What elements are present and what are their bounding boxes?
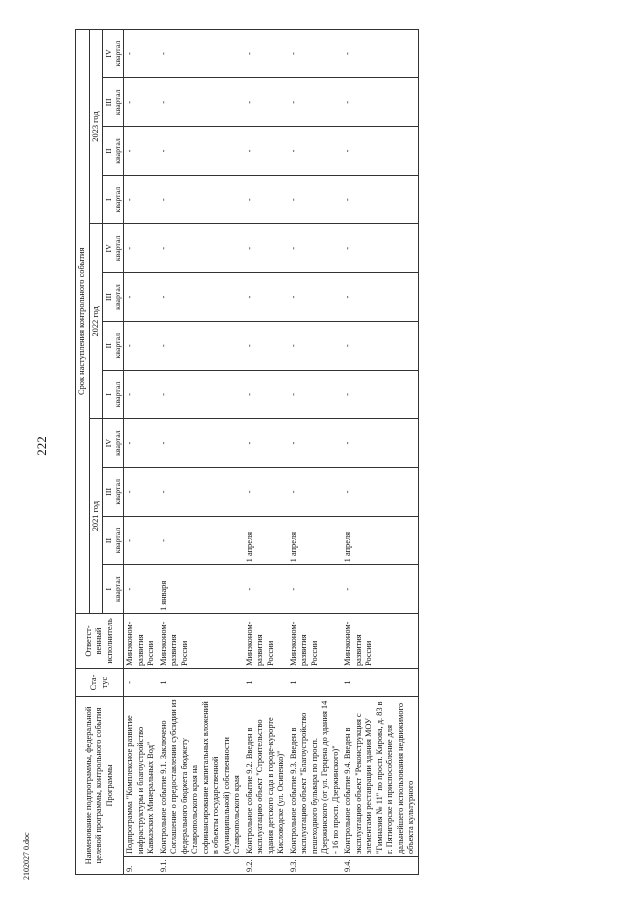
quarter-cell: - — [288, 419, 343, 468]
quarter-cell: - — [342, 565, 418, 614]
quarter-cell: - — [342, 78, 418, 127]
quarter-cell: - — [342, 224, 418, 273]
quarter-number: II — [104, 343, 113, 349]
quarter-cell: 1 апреля — [342, 516, 418, 565]
row-number: 9.4. — [342, 857, 418, 875]
header-name: Наименование подпрограммы, федеральной целевой программы, контрольного события Программы — [76, 697, 124, 875]
quarter-cell: - — [158, 224, 244, 273]
rotated-table-container — [75, 30, 635, 875]
quarter-cell: - — [288, 78, 343, 127]
row-number: 9. — [124, 857, 158, 875]
quarter-cell: - — [244, 370, 288, 419]
quarter-word: квартал — [113, 235, 122, 262]
quarter-number: II — [104, 148, 113, 154]
quarter-cell: - — [288, 224, 343, 273]
quarter-word: квартал — [113, 527, 122, 554]
quarter-number: III — [104, 487, 113, 496]
quarter-cell: - — [288, 321, 343, 370]
row-status: 1 — [158, 669, 244, 697]
quarter-cell: - — [158, 273, 244, 322]
quarter-number: I — [104, 198, 113, 201]
row-name: Контрольное событие 9.2. Введен в эксплуатацию объект "Строительство здания детского сада в городе-курорте Кисловодске (ул. Осипенко)" — [244, 697, 288, 857]
quarter-cell: - — [342, 467, 418, 516]
quarter-cell: - — [124, 127, 158, 176]
quarter-cell: - — [244, 467, 288, 516]
quarter-cell: - — [244, 127, 288, 176]
quarter-cell: - — [158, 321, 244, 370]
quarter-header — [103, 321, 124, 370]
quarter-word: квартал — [113, 284, 122, 310]
quarter-cell: - — [158, 127, 244, 176]
header-year: 2023 год — [89, 29, 103, 224]
quarter-header — [103, 273, 124, 322]
quarter-word: квартал — [113, 186, 122, 213]
quarter-cell: - — [158, 419, 244, 468]
quarter-cell: - — [124, 467, 158, 516]
quarter-cell: - — [158, 175, 244, 224]
quarter-word: квартал — [113, 332, 122, 359]
quarter-cell: 1 января — [158, 565, 244, 614]
quarter-header — [103, 175, 124, 224]
page-number: 222 — [34, 436, 49, 456]
row-name: Контрольное событие 9.4. Введен в эксплуатацию объект "Реконструкция с элементами реставрации здания МОУ "Гимназия № 11" по просп. Кирова, д. 83 в г. Пятигорске и приспособление для дальнейшего использования недвижимого объекта культурного — [342, 697, 418, 857]
quarter-header — [103, 419, 124, 468]
quarter-cell: - — [124, 78, 158, 127]
quarter-cell: - — [124, 175, 158, 224]
quarter-header — [103, 516, 124, 565]
quarter-header — [103, 29, 124, 78]
quarter-word: квартал — [113, 138, 122, 164]
table-row — [124, 29, 158, 874]
quarter-header — [103, 565, 124, 614]
quarter-word: квартал — [113, 430, 122, 456]
quarter-word: квартал — [113, 89, 122, 116]
quarter-header — [103, 78, 124, 127]
row-status: 1 — [244, 669, 288, 697]
row-number: 9.1. — [158, 857, 244, 875]
quarter-cell: - — [158, 516, 244, 565]
quarter-cell: - — [244, 175, 288, 224]
quarter-number: IV — [104, 49, 113, 58]
quarter-cell: - — [124, 273, 158, 322]
quarter-cell: - — [244, 321, 288, 370]
row-responsible: Минэконом-развития России — [158, 614, 244, 669]
quarter-word: квартал — [113, 479, 122, 505]
quarter-cell: - — [124, 419, 158, 468]
row-name: Контрольное событие 9.3. Введен в эксплуатацию объект "Благоустройство пешеходного бульвара по просп. Дзержинского (от ул. Герцена до здания 14 - 16 по просп. Дзержинского)" — [288, 697, 343, 857]
quarter-cell: - — [244, 419, 288, 468]
quarter-word: квартал — [113, 40, 122, 67]
quarter-cell: - — [124, 224, 158, 273]
quarter-header — [103, 127, 124, 176]
header-status: Ста-тус — [76, 669, 124, 697]
quarter-cell: - — [244, 565, 288, 614]
header-year: 2022 год — [89, 224, 103, 419]
row-responsible: Минэконом-развития России — [124, 614, 158, 669]
quarter-number: III — [104, 293, 113, 301]
quarter-cell: - — [158, 78, 244, 127]
quarter-number: II — [104, 537, 113, 544]
table-row — [342, 29, 418, 874]
row-name: Контрольное событие 9.1. Заключено Соглашение о предоставлении субсидии из федерального бюджета бюджету Ставропольского края на софинансирование капитальных вложений в объекты государственной (муниципальной) собственности Ставропольского края — [158, 697, 244, 857]
quarter-cell: - — [342, 29, 418, 78]
row-responsible: Минэконом-развития России — [244, 614, 288, 669]
table-row — [244, 29, 288, 874]
quarter-cell: - — [288, 175, 343, 224]
quarter-cell: - — [244, 78, 288, 127]
quarter-cell: - — [342, 175, 418, 224]
header-responsible: Ответст-венный исполнитель — [76, 614, 124, 669]
row-name: Подпрограмма "Комплексное развитие инфраструктуры и благоустройство Кавказских Минеральных Вод" — [124, 697, 158, 857]
quarter-cell: - — [288, 127, 343, 176]
quarter-number: III — [104, 98, 113, 107]
quarter-cell: - — [158, 29, 244, 78]
quarter-cell: - — [288, 29, 343, 78]
quarter-header — [103, 224, 124, 273]
quarter-word: квартал — [113, 381, 122, 408]
table-row — [288, 29, 343, 874]
quarter-header — [103, 467, 124, 516]
row-status: 1 — [288, 669, 343, 697]
quarter-cell: - — [288, 565, 343, 614]
quarter-cell: - — [342, 273, 418, 322]
quarter-word: квартал — [113, 576, 122, 602]
row-status: 1 — [342, 669, 418, 697]
quarter-number: I — [104, 393, 113, 396]
row-number: 9.2. — [244, 857, 288, 875]
quarter-cell: - — [288, 273, 343, 322]
quarter-number: IV — [104, 438, 113, 448]
quarter-cell: - — [124, 370, 158, 419]
quarter-cell: - — [124, 565, 158, 614]
quarter-cell: - — [342, 370, 418, 419]
control-events-table — [75, 29, 419, 875]
quarter-number: I — [104, 587, 113, 591]
quarter-cell: - — [124, 516, 158, 565]
quarter-cell: - — [244, 224, 288, 273]
quarter-cell: - — [342, 127, 418, 176]
quarter-cell: 1 апреля — [244, 516, 288, 565]
quarter-cell: - — [158, 370, 244, 419]
quarter-cell: - — [342, 419, 418, 468]
quarter-cell: - — [288, 467, 343, 516]
row-responsible: Минэконом-развития России — [342, 614, 418, 669]
quarter-cell: - — [342, 321, 418, 370]
quarter-header — [103, 370, 124, 419]
header-term: Срок наступления контрольного события — [76, 29, 90, 613]
quarter-number: IV — [104, 244, 113, 253]
quarter-cell: - — [124, 29, 158, 78]
quarter-cell: - — [288, 370, 343, 419]
header-year: 2021 год — [89, 419, 103, 614]
table-body — [124, 29, 419, 874]
row-status: - — [124, 669, 158, 697]
document-code: 2102027 0.doc — [22, 832, 31, 880]
row-number: 9.3. — [288, 857, 343, 875]
quarter-cell: 1 апреля — [288, 516, 343, 565]
table-row — [158, 29, 244, 874]
quarter-cell: - — [244, 273, 288, 322]
quarter-cell: - — [244, 29, 288, 78]
row-responsible: Минэконом-развития России — [288, 614, 343, 669]
quarter-cell: - — [158, 467, 244, 516]
quarter-cell: - — [124, 321, 158, 370]
